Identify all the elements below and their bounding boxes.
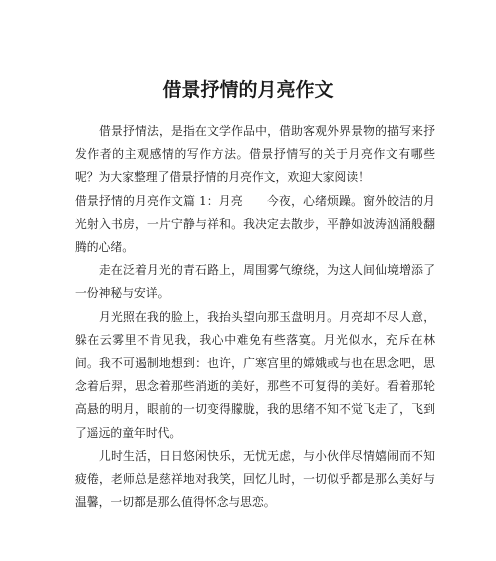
moonlight-path-paragraph: 走在泛着月光的青石路上，周围雾气缭绕，为这人间仙境增添了一份神秘与安详。 bbox=[75, 263, 435, 301]
essay-1-heading: 借景抒情的月亮作文篇 1：月亮 bbox=[75, 193, 243, 208]
intro-paragraph: 借景抒情法，是指在文学作品中，借助客观外界景物的描写来抒发作者的主观感情的写作方法。借景抒情写的关于月亮作文有哪些呢？为大家整理了借景抒情的月亮作文，欢迎大家阅读！ bbox=[75, 124, 435, 185]
page-title: 借景抒情的月亮作文 bbox=[162, 79, 334, 101]
article-body bbox=[75, 120, 435, 514]
moon-reflection-paragraph: 月光照在我的脸上，我抬头望向那玉盘明月。月亮却不尽人意，躲在云雾里不肯见我，我心中难免有些落寞。月光似水，充斥在林间。我不可遏制地想到：也许，广寒宫里的嫦娥或与也在思念吧，思念着后羿，思念着那些消逝的美好，那些不可复得的美好。看着那轮高悬的明月，眼前的一切变得朦胧，我的思绪不知不觉飞走了，飞到了遥远的童年时代。 bbox=[75, 309, 435, 440]
essay-1-text: 今夜，心绪烦躁。窗外皎洁的月光射入书房，一片宁静与祥和。我决定去散步，平静如波涛汹涌般翻腾的心绪。 bbox=[75, 193, 435, 255]
essay-1-paragraph bbox=[75, 190, 435, 260]
childhood-paragraph: 儿时生活，日日悠闲快乐，无忧无虑，与小伙伴尽情嬉闹而不知疲倦，老师总是慈祥地对我笑，回忆儿时，一切似乎都是那么美好与温馨，一切都是那么值得怀念与思恋。 bbox=[75, 448, 435, 510]
